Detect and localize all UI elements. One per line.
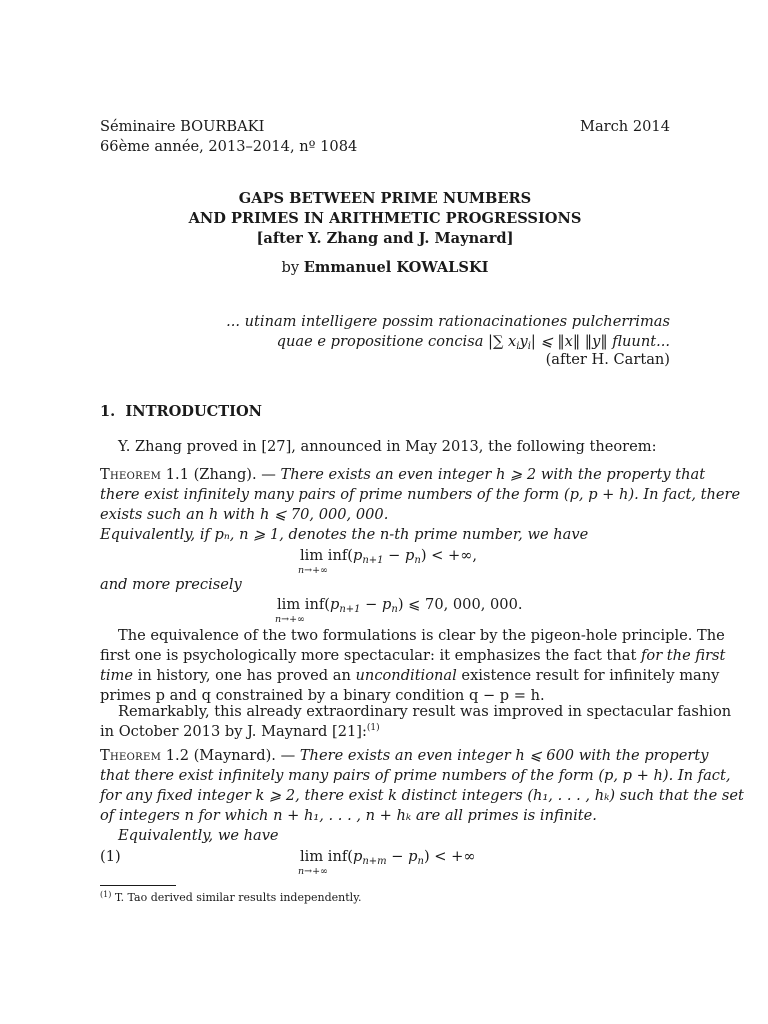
epigraph-line-2: quae e propositione concisa |∑ $x_iy_i|$ ⩽ ‖x‖ ‖y‖ fluunt... <box>276 333 670 352</box>
issue-info: 66ème année, 2013–2014, nº 1084 <box>100 138 358 155</box>
paragraph-2-line-3 <box>100 666 719 686</box>
epigraph-line-2b: | ⩽ ‖x‖ ‖y‖ fluunt... <box>530 333 670 350</box>
section-number: 1. <box>100 403 116 420</box>
theorem-number: 1.2 (Maynard). — <box>165 747 296 764</box>
equation-rhs: < +∞ <box>434 848 476 865</box>
paragraph-2-line-1: The equivalence of the two formulations is clear by the pigeon-hole principle. The <box>118 627 725 644</box>
footnote-mark: (1) <box>100 890 112 899</box>
theorem-1-2-line-4: of integers n for which n + h₁, . . . , n + hₖ are all primes is infinite. <box>100 807 597 824</box>
footnote-text: T. Tao derived similar results independently. <box>114 891 362 904</box>
title-line-1: GAPS BETWEEN PRIME NUMBERS <box>238 190 532 207</box>
emphasis: unconditional <box>355 667 457 684</box>
byline-by: by <box>281 259 300 276</box>
theorem-label: Theorem <box>100 466 162 483</box>
text-span: existence result for infinitely many <box>456 667 720 684</box>
author-name: Emmanuel KOWALSKI <box>303 259 489 276</box>
emphasis: time <box>100 667 134 684</box>
theorem-1-1-line-3: exists such an h with h ⩽ 70, 000, 000. <box>100 506 389 523</box>
text-span: in October 2013 by J. Maynard [21]: <box>100 723 367 740</box>
theorem-text: There exists an even integer h ⩽ 600 with the property <box>299 747 709 764</box>
equation-liminf-2: lim inf n→+∞ $(p_{n+1} - p_n)$ ⩽ 70, 000, 000. <box>277 595 523 620</box>
limit-subscript: n→+∞ <box>298 866 328 877</box>
title-line-3: [after Y. Zhang and J. Maynard] <box>256 230 514 247</box>
equation-liminf-3: lim inf n→+∞ $(p_{n+m} - p_n)$ < +∞ <box>300 847 476 872</box>
equation-rhs: < +∞, <box>431 547 478 564</box>
theorem-label: Theorem <box>100 747 162 764</box>
footnote <box>100 887 361 906</box>
footnote-ref[interactable]: (1) <box>366 723 380 733</box>
section-heading <box>100 401 262 422</box>
limit-subscript: n→+∞ <box>298 565 328 576</box>
epigraph-line-1: ... utinam intelligere possim rationacinationes pulcherrimas <box>226 313 670 330</box>
intro-paragraph: Y. Zhang proved in [27], announced in May 2013, the following theorem: <box>118 438 657 455</box>
equation-rhs: ⩽ 70, 000, 000. <box>408 596 523 613</box>
title-line-2: AND PRIMES IN ARITHMETIC PROGRESSIONS <box>188 210 582 227</box>
paragraph-2-line-2 <box>100 646 725 666</box>
byline <box>100 258 670 278</box>
equation-liminf-1: lim inf n→+∞ $(p_{n+1} - p_n)$ < +∞, <box>300 546 477 571</box>
seminar-name: Séminaire BOURBAKI <box>100 118 265 135</box>
text-span: in history, one has proved an <box>133 667 356 684</box>
equation-tag: (1) <box>100 848 121 865</box>
epigraph-line-2a: quae e propositione concisa | <box>276 333 493 350</box>
theorem-1-2-line-2: that there exist infinitely many pairs of prime numbers of the form (p, p + h). In fact, <box>100 767 731 784</box>
paragraph-3-line-2 <box>100 718 380 742</box>
epigraph-attribution: (after H. Cartan) <box>545 351 670 368</box>
section-title: INTRODUCTION <box>125 403 263 420</box>
theorem-1-2-line-5: Equivalently, we have <box>118 827 279 844</box>
paragraph-3-line-1: Remarkably, this already extraordinary result was improved in spectacular fashion <box>118 703 732 720</box>
header-date: March 2014 <box>580 118 670 135</box>
text-span: first one is psychologically more spectacular: it emphasizes the fact that <box>100 647 641 664</box>
limit-subscript: n→+∞ <box>275 614 305 625</box>
theorem-text: There exists an even integer h ⩾ 2 with the property that <box>280 466 706 483</box>
more-precisely: and more precisely <box>100 576 242 593</box>
emphasis: for the first <box>641 647 726 664</box>
theorem-1-1-line-2: there exist infinitely many pairs of prime numbers of the form (p, p + h). In fact, there <box>100 486 741 503</box>
footnote-rule <box>100 885 176 886</box>
theorem-1-2-line-1 <box>100 746 709 766</box>
theorem-1-2-line-3: for any fixed integer k ⩾ 2, there exist k distinct integers (h₁, . . . , hₖ) such that the set <box>100 787 744 804</box>
paragraph-2-line-4: primes p and q constrained by a binary condition q − p = h. <box>100 687 545 704</box>
theorem-1-1-line-4: Equivalently, if pₙ, n ⩾ 1, denotes the n-th prime number, we have <box>100 526 589 543</box>
theorem-1-1-line-1 <box>100 465 705 485</box>
theorem-number: 1.1 (Zhang). — <box>165 466 276 483</box>
